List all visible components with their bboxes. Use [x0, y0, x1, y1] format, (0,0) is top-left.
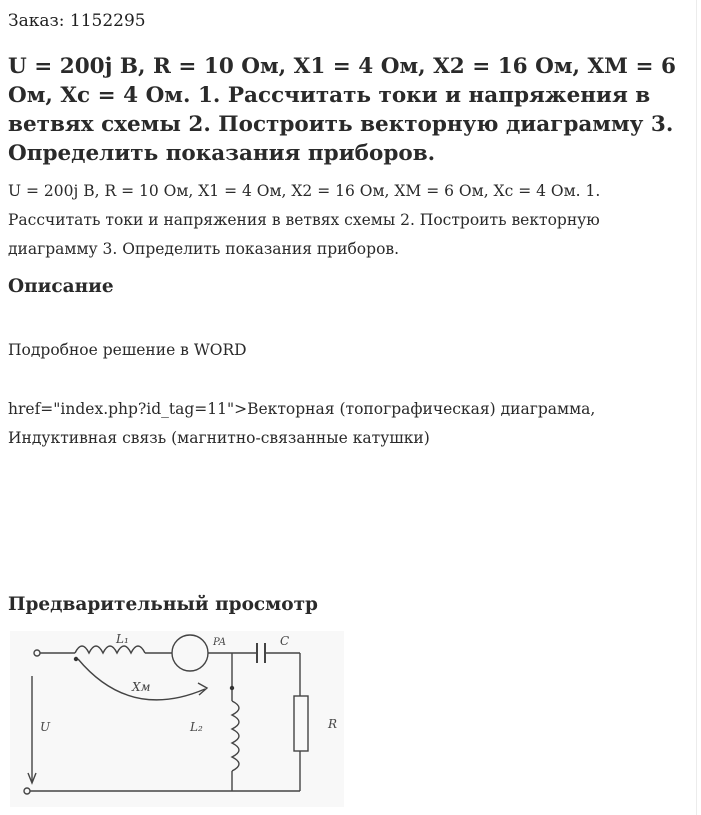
circuit-preview-image[interactable]	[10, 631, 344, 807]
label-pa: PA	[213, 637, 227, 648]
description-text: Подробное решение в WORD	[8, 341, 247, 359]
inductor-l1	[75, 646, 145, 653]
label-u: U	[40, 720, 51, 734]
label-c: C	[280, 634, 290, 648]
ammeter-pa	[172, 635, 208, 671]
resistor-r	[294, 696, 308, 751]
mutual-arrowhead	[198, 683, 207, 695]
page-right-border	[696, 0, 697, 815]
description-tags: href="index.php?id_tag=11">Векторная (топографическая) диаграмма, Индуктивная связь (магнитно-связанные катушки)	[8, 400, 596, 447]
preview-heading: Предварительный просмотр	[8, 594, 318, 615]
task-summary: U = 200j В, R = 10 Ом, X1 = 4 Ом, X2 = 16 Ом, XM = 6 Ом, Xc = 4 Ом. 1. Рассчитать токи и напряжения в ветвях схемы 2. Построить векторную диаграмму 3. Определить показания приборов.	[8, 182, 601, 258]
input-terminal	[34, 650, 40, 656]
circuit-diagram	[10, 631, 344, 807]
label-l1: L₁	[116, 632, 129, 646]
label-xm: Xм	[132, 680, 151, 694]
bottom-terminal	[24, 788, 30, 794]
label-l2: L₂	[190, 720, 203, 734]
page-title: U = 200j В, R = 10 Ом, X1 = 4 Ом, X2 = 16 Ом, XM = 6 Ом, Xc = 4 Ом. 1. Рассчитать токи и напряжения в ветвях схемы 2. Построить векторную диаграмму 3. Определить показания приборов.	[8, 54, 676, 166]
l1-polarity-dot	[74, 657, 78, 661]
inductor-l2	[232, 701, 239, 771]
label-r: R	[328, 717, 338, 731]
description-heading: Описание	[8, 276, 114, 297]
l2-polarity-dot	[230, 686, 234, 690]
order-number: Заказ: 1152295	[8, 11, 146, 31]
